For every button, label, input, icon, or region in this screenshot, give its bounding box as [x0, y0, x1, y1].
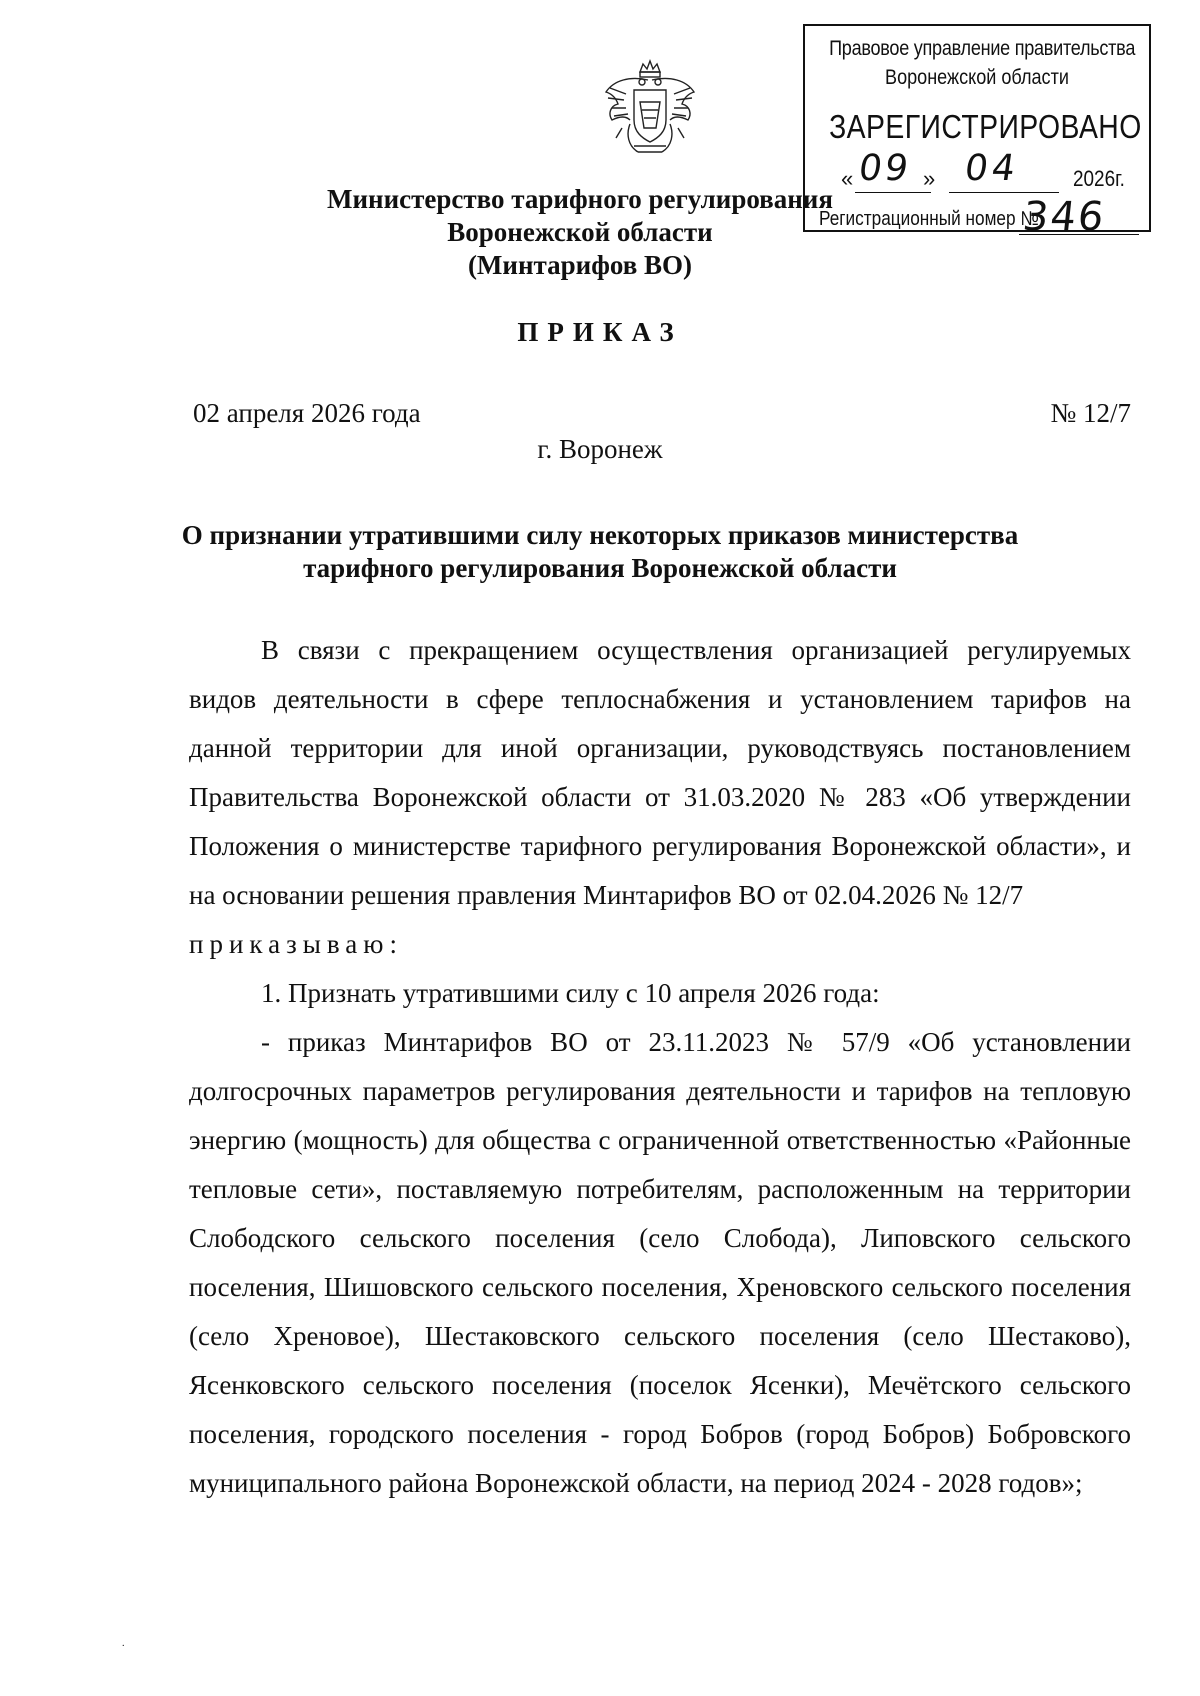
stamp-reg-number: 346	[1020, 194, 1108, 240]
stamp-reg-underline	[1019, 234, 1139, 235]
stamp-date-year: 2026г.	[1073, 166, 1125, 191]
stamp-date-month: 04	[962, 148, 1022, 189]
order-subject	[160, 519, 1040, 585]
stamp-month-underline	[949, 192, 1059, 193]
order-city: г. Воронеж	[537, 434, 663, 464]
ministry-name-line1: Министерство тарифного регулирования	[327, 184, 833, 214]
subject-line2: тарифного регулирования Воронежской области	[303, 553, 897, 583]
order-word: приказываю:	[189, 929, 403, 959]
ministry-header	[200, 183, 960, 282]
page-mark: .	[122, 1638, 125, 1649]
stamp-status: ЗАРЕГИСТРИРОВАНО	[829, 108, 1142, 145]
stamp-date-close-quote: »	[923, 166, 936, 191]
stamp-department-line1: Правовое управление правительства	[829, 37, 1136, 60]
stamp-department-line2: Воронежской области	[885, 66, 1069, 89]
order-title: ПРИКАЗ	[517, 317, 683, 347]
stamp-date-open-quote: «	[841, 166, 854, 191]
ministry-short-name: (Минтарифов ВО)	[467, 250, 693, 280]
coat-of-arms-emblem	[600, 58, 700, 158]
order-date: 02 апреля 2026 года	[193, 398, 421, 428]
order-body	[189, 626, 1131, 1508]
item-1-subitem: - приказ Минтарифов ВО от 23.11.2023 № 57/9 «Об установлении долгосрочных параметров регулирования деятельности и тарифов на тепловую энергию (мощность) для общества с ограниченной ответственностью «Районные тепловые сети», поставляемую потребителям, расположенным на территории Слободского сельского поселения (село Слобода), Липовского сельского поселения, Шишовского сельского поселения, Хреновского сельского поселения (село Хреновое), Шестаковского сельского поселения (село Шестаково), Ясенковского сельского поселения (поселок Ясенки), Мечётского сельского поселения, городского поселения - город Бобров (город Бобров) Бобровского муниципального района Воронежской области, на период 2024 - 2028 годов»;	[189, 1027, 1131, 1498]
ministry-name-line2: Воронежской области	[447, 217, 713, 247]
stamp-reg-label: Регистрационный номер №	[819, 208, 1039, 230]
item-1: 1. Признать утратившими силу с 10 апреля 2026 года:	[261, 978, 880, 1008]
preamble-paragraph: В связи с прекращением осуществления организацией регулируемых видов деятельности в сфере теплоснабжения и установлением тарифов на данной территории для иной организации, руководствуясь постановлением Правительства Воронежской области от 31.03.2020 № 283 «Об утверждении Положения о министерстве тарифного регулирования Воронежской области», и на основании решения правления Минтарифов ВО от 02.04.2026 № 12/7	[189, 635, 1131, 910]
order-number: № 12/7	[1050, 398, 1131, 428]
subject-line1: О признании утратившими силу некоторых приказов министерства	[181, 520, 1019, 550]
stamp-date-day: 09	[856, 148, 914, 189]
